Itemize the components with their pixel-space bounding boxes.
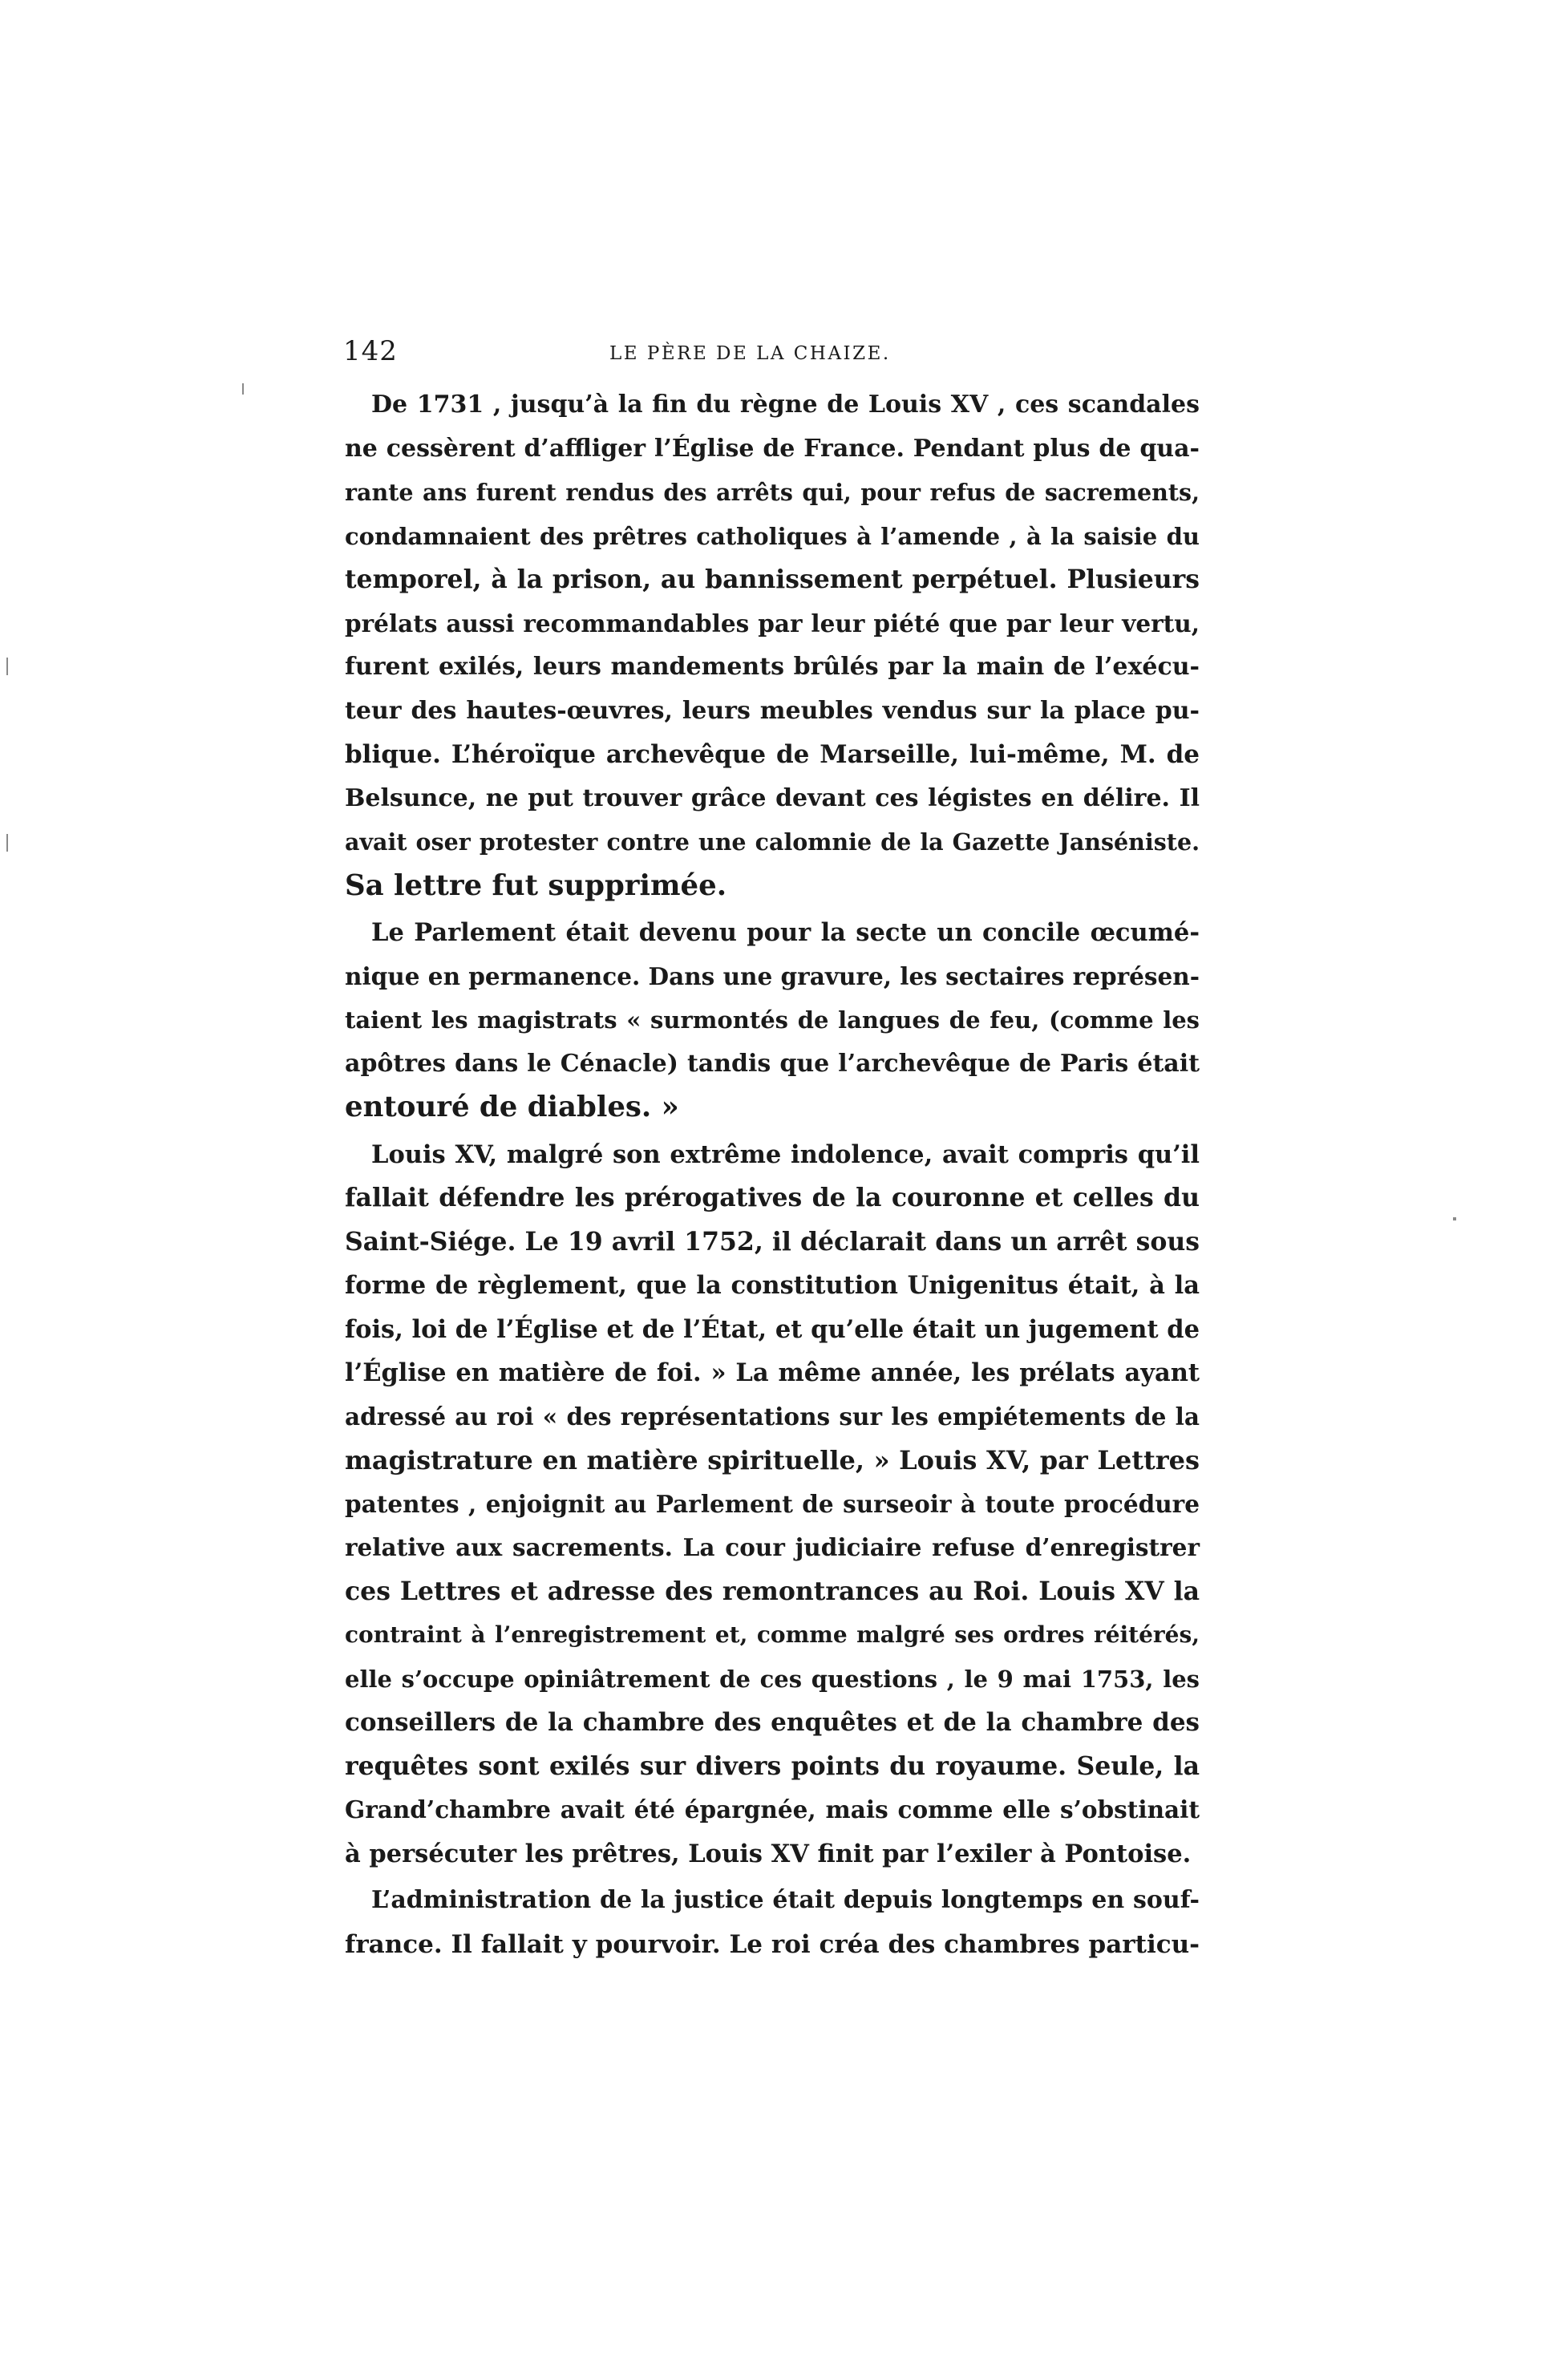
page-number: 142 — [343, 335, 398, 367]
text-line: Sa lettre fut supprimée. — [345, 868, 727, 902]
paragraph — [345, 1879, 1200, 1966]
text-line: furent exilés, leurs mandements brûlés par la main de l’exécu- — [345, 653, 1200, 681]
text-line: nique en permanence. Dans une gravure, les sectaires représen- — [345, 961, 1200, 990]
text-line: ces Lettres et adresse des remontrances au Roi. Louis XV la — [345, 1576, 1200, 1606]
margin-speck — [1453, 1217, 1456, 1220]
text-line: L’administration de la justice était depuis longtemps en souf- — [371, 1886, 1200, 1914]
text-line: Grand’chambre avait été épargnée, mais comme elle s’obstinait — [345, 1795, 1200, 1823]
text-line: Belsunce, ne put trouver grâce devant ces légistes en délire. Il — [345, 783, 1200, 812]
text-line: conseillers de la chambre des enquêtes et de la chambre des — [345, 1708, 1200, 1737]
text-line: teur des hautes-œuvres, leurs meubles vendus sur la place pu- — [345, 696, 1200, 725]
text-line: fois, loi de l’Église et de l’État, et qu’elle était un jugement de — [345, 1314, 1200, 1344]
text-line: forme de règlement, que la constitution Unigenitus était, à la — [345, 1271, 1200, 1300]
margin-speck — [6, 658, 8, 675]
text-line: apôtres dans le Cénacle) tandis que l’archevêque de Paris était — [345, 1049, 1200, 1078]
margin-speck — [242, 383, 244, 395]
text-line: De 1731 , jusqu’à la fin du règne de Louis XV , ces scandales — [371, 391, 1200, 419]
text-line: blique. L’héroïque archevêque de Marseille, lui-même, M. de — [345, 740, 1200, 769]
text-line: france. Il fallait y pourvoir. Le roi créa des chambres particu- — [345, 1929, 1200, 1959]
text-line: Saint-Siége. Le 19 avril 1752, il déclarait dans un arrêt sous — [345, 1226, 1200, 1257]
paragraph — [345, 911, 1200, 1130]
text-line: temporel, à la prison, au bannissement perpétuel. Plusieurs — [345, 565, 1200, 594]
page-header — [343, 335, 1201, 375]
text-line: relative aux sacrements. La cour judiciaire refuse d’enregistrer — [345, 1533, 1200, 1561]
text-line: entouré de diables. » — [345, 1091, 679, 1123]
text-line: adressé au roi « des représentations sur les empiétements de la — [345, 1402, 1200, 1431]
text-line: taient les magistrats « surmontés de langues de feu, (comme les — [345, 1006, 1200, 1034]
text-line: contraint à l’enregistrement et, comme malgré ses ordres réitérés, — [345, 1621, 1200, 1648]
text-line: Louis XV, malgré son extrême indolence, avait compris qu’il — [371, 1139, 1200, 1169]
paragraph — [345, 383, 1200, 908]
paragraph — [345, 1133, 1200, 1876]
text-line: l’Église en matière de foi. » La même année, les prélats ayant — [345, 1358, 1200, 1387]
text-line: Le Parlement était devenu pour la secte un concile œcumé- — [371, 918, 1200, 947]
text-line: elle s’occupe opiniâtrement de ces questions , le 9 mai 1753, les — [345, 1665, 1200, 1693]
text-line: prélats aussi recommandables par leur piété que par leur vertu, — [345, 609, 1200, 638]
text-line: ne cessèrent d’affliger l’Église de France. Pendant plus de qua- — [345, 434, 1200, 463]
text-line: avait oser protester contre une calomnie de la Gazette Janséniste. — [345, 828, 1200, 856]
text-line: à persécuter les prêtres, Louis XV finit par l’exiler à Pontoise. — [345, 1839, 1192, 1868]
text-line: rante ans furent rendus des arrêts qui, pour refus de sacrements, — [345, 479, 1200, 506]
body-text — [345, 383, 1200, 1969]
text-line: condamnaient des prêtres catholiques à l’amende , à la saisie du — [345, 522, 1200, 550]
text-line: fallait défendre les prérogatives de la couronne et celles du — [345, 1183, 1200, 1212]
text-line: magistrature en matière spirituelle, » Louis XV, par Lettres — [345, 1445, 1200, 1475]
running-title: LE PÈRE DE LA CHAIZE. — [609, 343, 891, 364]
text-line: requêtes sont exilés sur divers points du royaume. Seule, la — [345, 1751, 1200, 1781]
text-line: patentes , enjoignit au Parlement de surseoir à toute procédure — [345, 1489, 1200, 1518]
margin-speck — [6, 834, 8, 852]
